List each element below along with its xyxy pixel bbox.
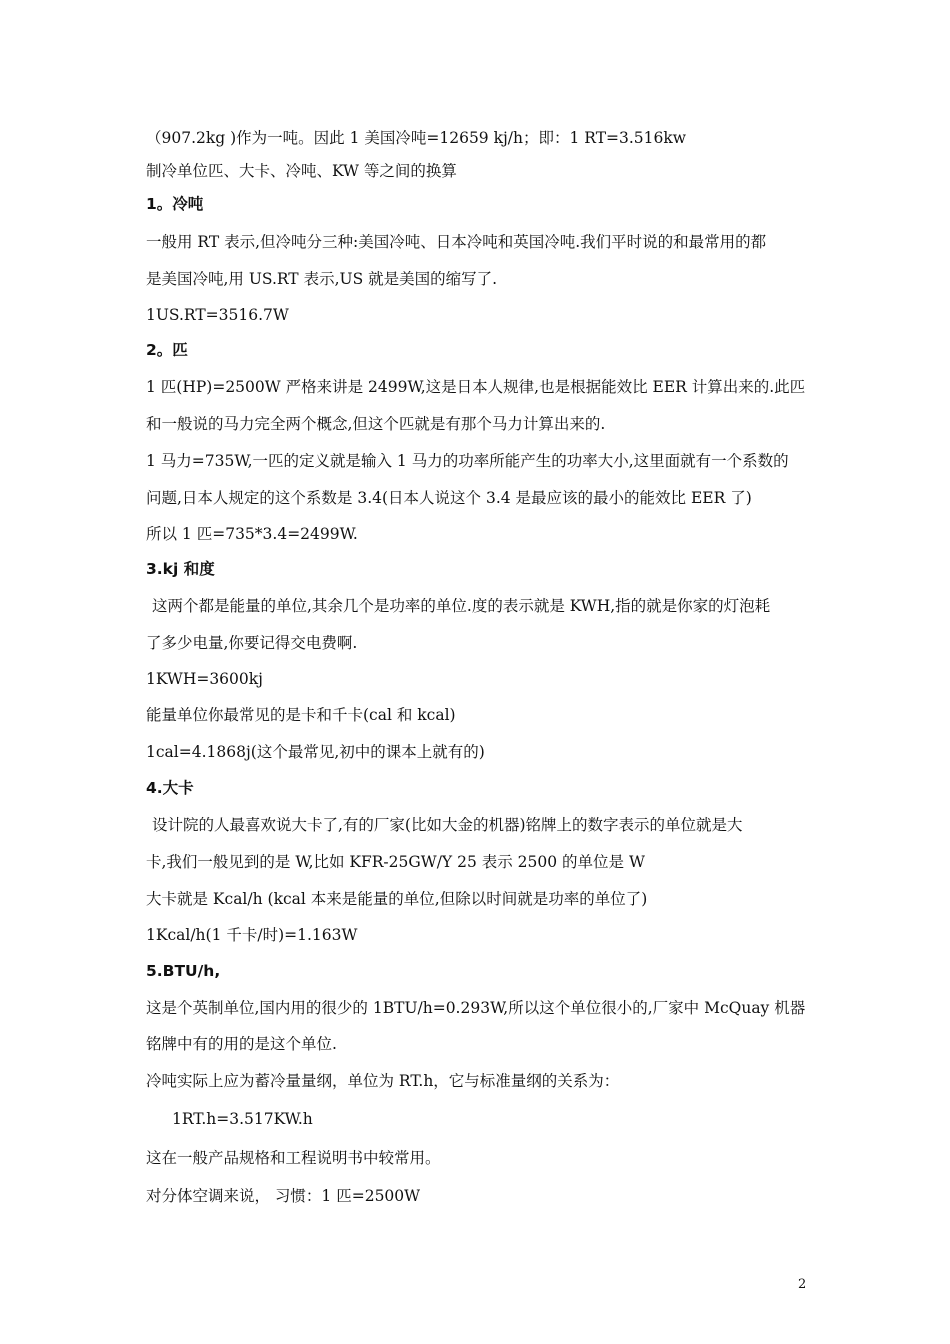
- text-line: 问题,日本人规定的这个系数是 3.4(日本人说这个 3.4 是最应该的最小的能效比 EER 了): [146, 489, 752, 507]
- text-line: 1US.RT=3516.7W: [146, 306, 289, 324]
- text-line: 能量单位你最常见的是卡和千卡(cal 和 kcal): [146, 706, 456, 724]
- page-number: 2: [798, 1277, 807, 1292]
- text-line: 铭牌中有的用的是这个单位.: [146, 1035, 337, 1053]
- text-line: 这两个都是能量的单位,其余几个是功率的单位.度的表示就是 KWH,指的就是你家的灯泡耗: [152, 597, 771, 615]
- text-line: 和一般说的马力完全两个概念,但这个匹就是有那个马力计算出来的.: [146, 415, 606, 433]
- text-line: 对分体空调来说， 习惯：1 匹=2500W: [146, 1187, 421, 1205]
- text-line: 冷吨实际上应为蓄冷量量纲，单位为 RT.h，它与标准量纲的关系为：: [146, 1072, 620, 1090]
- text-line: 设计院的人最喜欢说大卡了,有的厂家(比如大金的机器)铭牌上的数字表示的单位就是大: [152, 816, 743, 834]
- text-line: 卡,我们一般见到的是 W,比如 KFR-25GW/Y 25 表示 2500 的单位是 W: [146, 853, 645, 871]
- text-line: 1KWH=3600kj: [146, 670, 263, 688]
- section-heading: 4.大卡: [146, 779, 194, 797]
- section-heading: 2。匹: [146, 341, 188, 359]
- text-line: 1 匹(HP)=2500W 严格来讲是 2499W,这是日本人规律,也是根据能效比 EER 计算出来的.此匹: [146, 378, 806, 396]
- text-line: 1RT.h=3.517KW.h: [172, 1110, 313, 1128]
- text-line: 1 马力=735W,一匹的定义就是输入 1 马力的功率所能产生的功率大小,这里面就有一个系数的: [146, 452, 789, 470]
- text-line: （907.2kg )作为一吨。因此 1 美国冷吨=12659 kj/h；即：1 RT=3.516kw: [146, 129, 687, 147]
- text-line: 这是个英制单位,国内用的很少的 1BTU/h=0.293W,所以这个单位很小的,厂家中 McQuay 机器: [146, 999, 806, 1017]
- text-line: 这在一般产品规格和工程说明书中较常用。: [146, 1149, 441, 1167]
- text-line: 了多少电量,你要记得交电费啊.: [146, 634, 358, 652]
- section-heading: 3.kj 和度: [146, 560, 215, 578]
- text-line: 是美国冷吨,用 US.RT 表示,US 就是美国的缩写了.: [146, 270, 498, 288]
- section-heading: 5.BTU/h,: [146, 962, 221, 980]
- text-line: 1cal=4.1868j(这个最常见,初中的课本上就有的): [146, 743, 485, 761]
- section-heading: 1。冷吨: [146, 195, 204, 213]
- text-line: 所以 1 匹=735*3.4=2499W.: [146, 525, 358, 543]
- text-line: 制冷单位匹、大卡、冷吨、KW 等之间的换算: [146, 162, 457, 180]
- text-line: 一般用 RT 表示,但冷吨分三种:美国冷吨、日本冷吨和英国冷吨.我们平时说的和最常用的都: [146, 233, 767, 251]
- text-line: 1Kcal/h(1 千卡/时)=1.163W: [146, 926, 358, 944]
- text-line: 大卡就是 Kcal/h (kcal 本来是能量的单位,但除以时间就是功率的单位了): [146, 890, 648, 908]
